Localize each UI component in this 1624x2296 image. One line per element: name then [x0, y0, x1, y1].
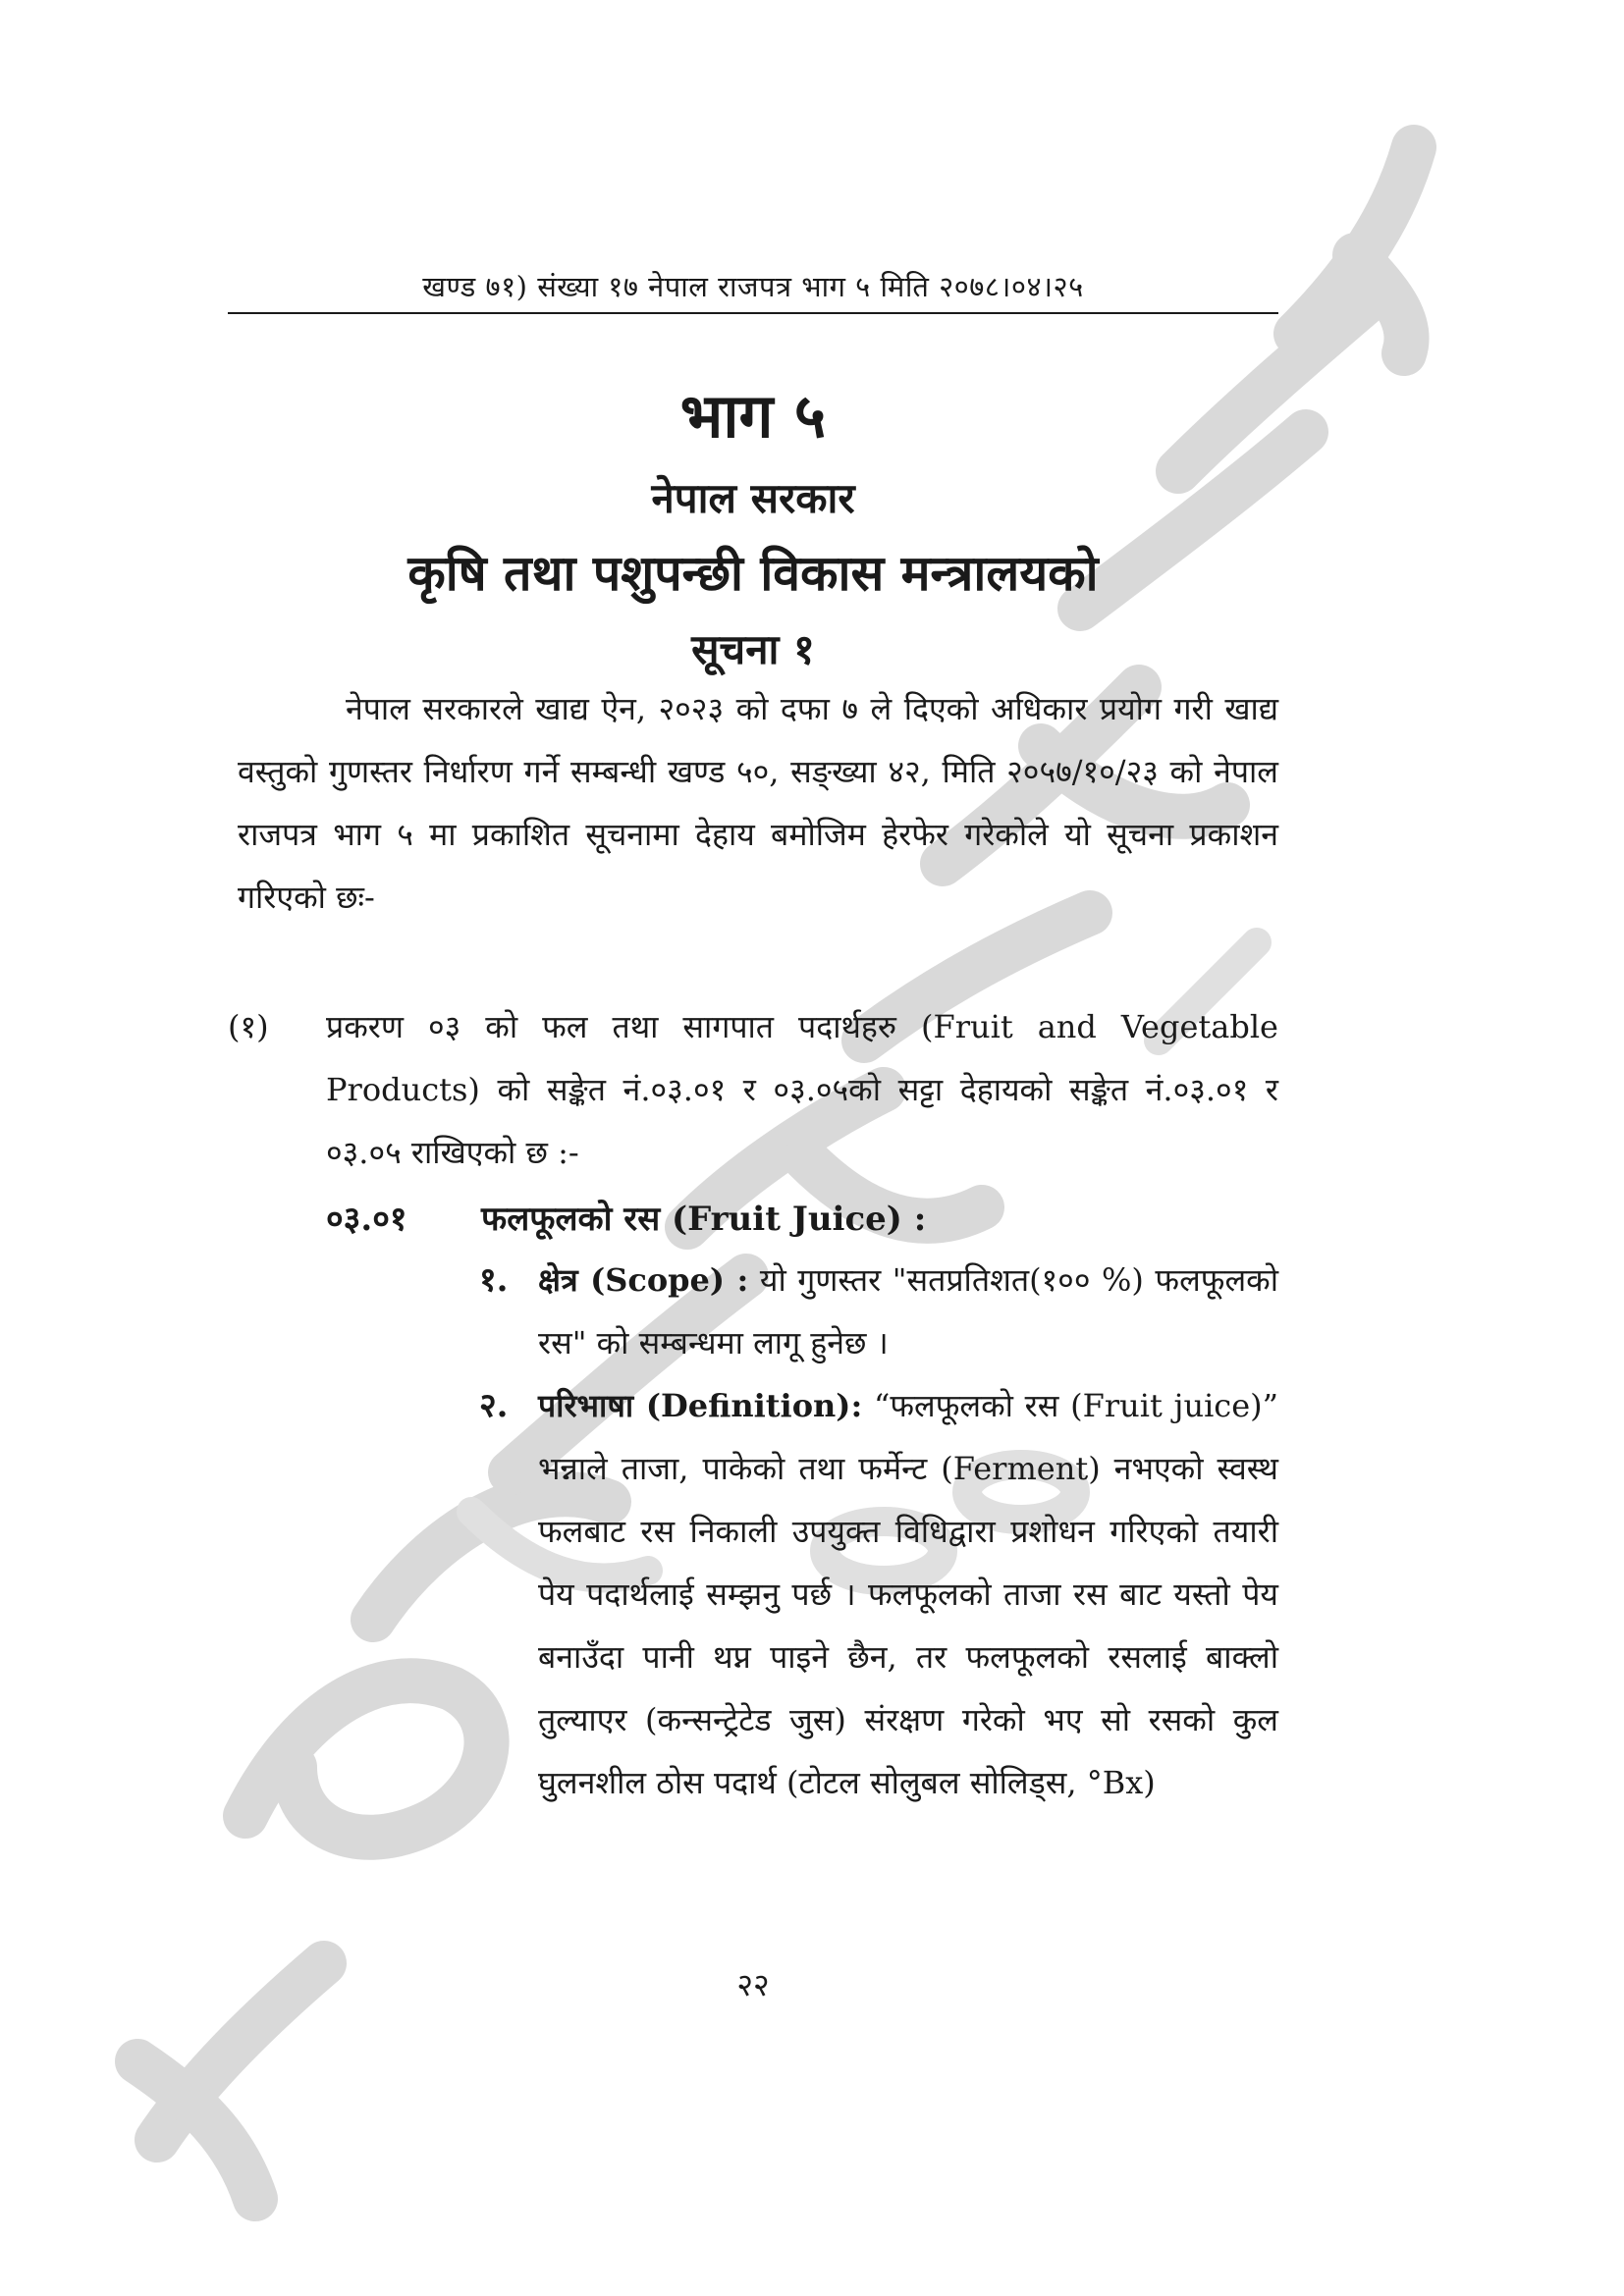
ministry-title: कृषि तथा पशुपन्छी विकास मन्त्रालयको [407, 544, 1099, 602]
running-head: खण्ड ७१) संख्या १७ नेपाल राजपत्र भाग ५ मिति २०७८।०४।२५ [422, 270, 1084, 303]
scope-text: यो गुणस्तर "सतप्रतिशत(१०० %) फलफूलको रस" को सम्बन्धमा लागू हुनेछ । [538, 1261, 1279, 1362]
item-number: (१) [228, 1008, 269, 1045]
definition-text: “फलफूलको रस (Fruit juice)” भन्नाले ताजा, पाकेको तथा फर्मेन्ट (Ferment) नभएको स्वस्थ फलबाट रस निकाली उपयुक्त विधिद्वारा प्रशोधन गरिएको तयारी पेय पदार्थलाई सम्झनु पर्छ । फलफूलको ताजा रस बाट यस्तो पेय बनाउँदा पानी थप्न पाइने छैन, तर फलफूलको रसलाई बाक्लो तुल्याएर (कन्सन्ट्रेटेड जुस) संरक्षण गरेको भए सो रसको कुल घुलनशील ठोस पदार्थ (टोटल सोलुबल सोलिड्स, °Bx) [538, 1387, 1279, 1801]
header-rule [228, 312, 1278, 314]
definition-heading: परिभाषा (Definition): [538, 1387, 863, 1424]
scope-number: १. [479, 1260, 509, 1300]
page-number: २२ [736, 1966, 770, 2003]
intro-paragraph: नेपाल सरकारले खाद्य ऐन, २०२३ को दफा ७ ले दिएको अधिकार प्रयोग गरी खाद्य वस्तुको गुणस्तर निर्धारण गर्ने सम्बन्धी खण्ड ५०, सङ्ख्या ४२, मिति २०५७/१०/२३ को नेपाल राजपत्र भाग ५ मा प्रकाशित सूचनामा देहाय बमोजिम हेरफेर गरेकोले यो सूचना प्रकाशन गरिएको छः- [238, 690, 1278, 916]
section-code: ०३.०१ [326, 1200, 407, 1239]
definition-number: २. [479, 1386, 509, 1425]
scope-clause [538, 1249, 1278, 1374]
section-title: फलफूलको रस (Fruit Juice) : [481, 1200, 927, 1239]
government-title: नेपाल सरकार [651, 474, 855, 522]
part-title: भाग ५ [679, 380, 827, 452]
notice-title: सूचना १ [691, 625, 815, 673]
definition-clause [538, 1374, 1278, 1814]
item-text: प्रकरण ०३ को फल तथा सागपात पदार्थहरु (Fruit and Vegetable Products) को सङ्केत नं.०३.०१ र ०३.०५को सट्टा देहायको सङ्केत नं.०३.०१ र ०३.०५ राखिएको छ :- [326, 1008, 1278, 1171]
scope-heading: क्षेत्र (Scope) : [538, 1261, 749, 1299]
